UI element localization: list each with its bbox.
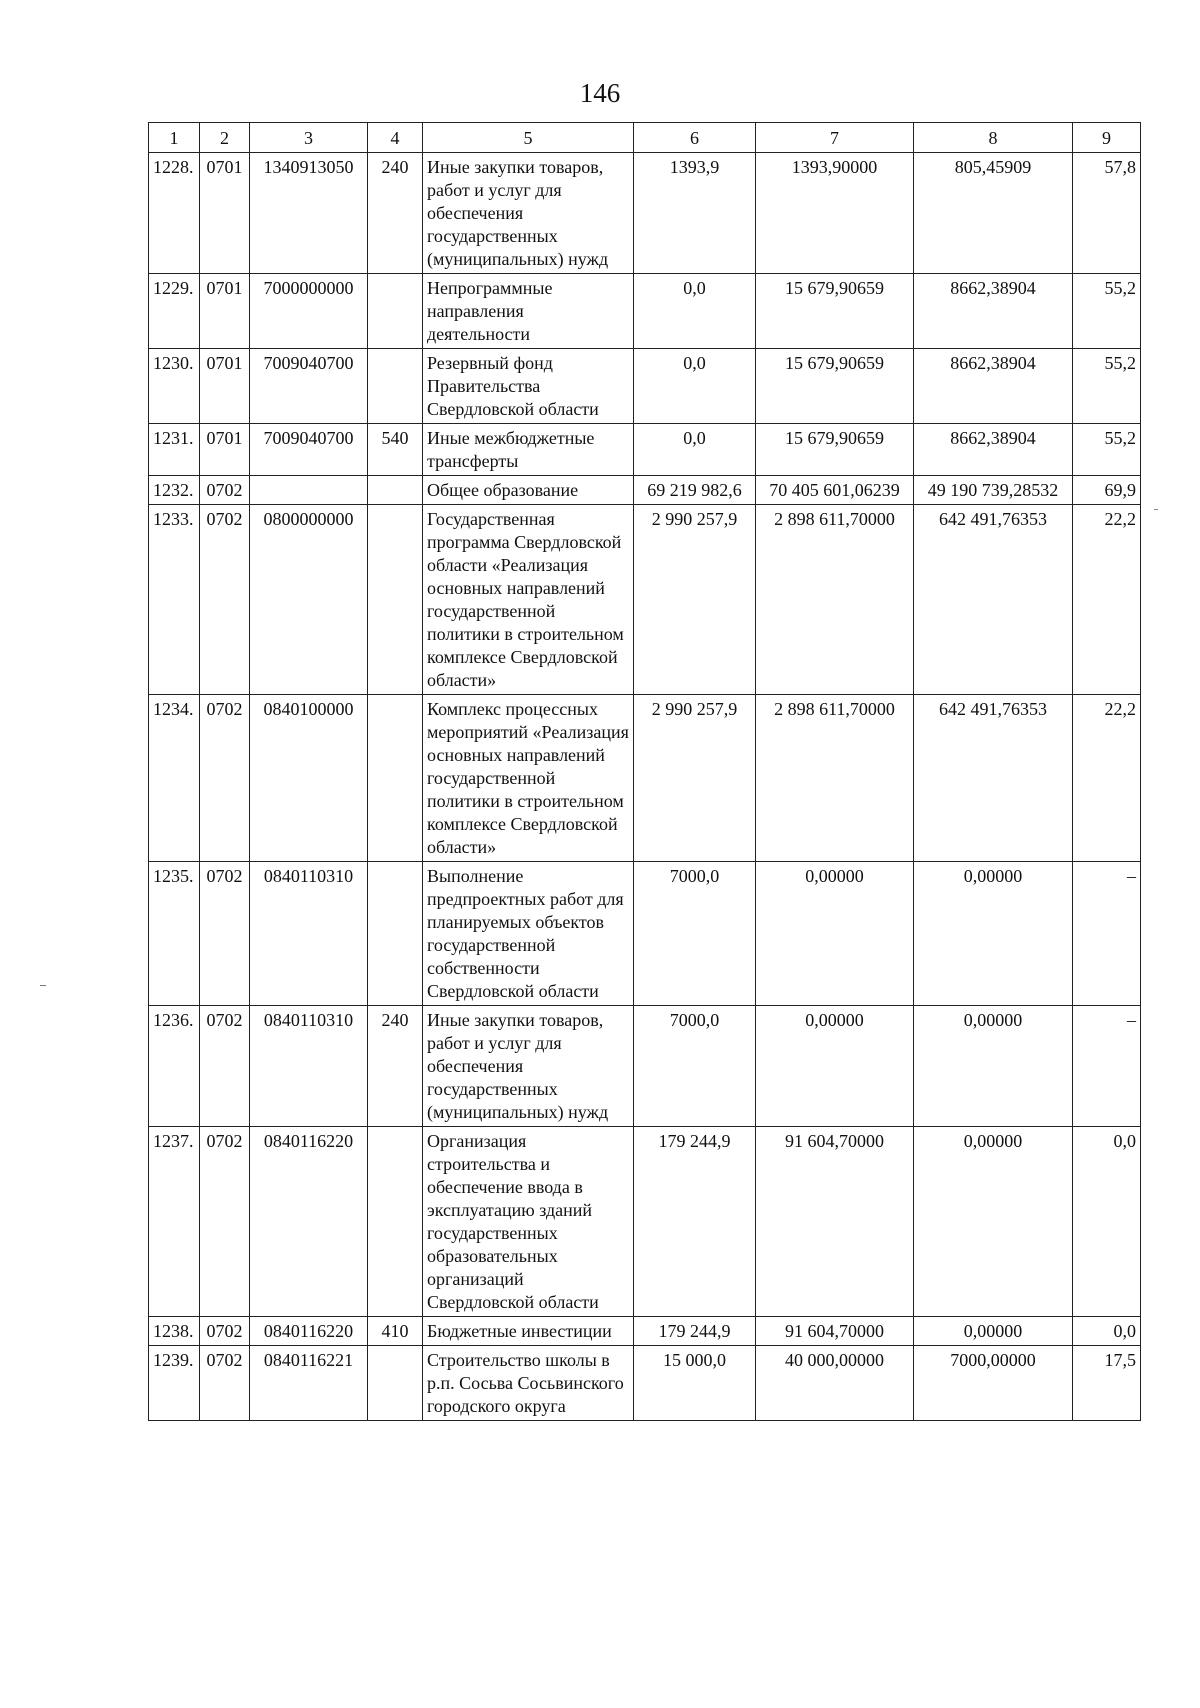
- table-row: [149, 349, 1141, 424]
- value-col-9: 57,8: [1073, 153, 1141, 274]
- value-col-8: 8662,38904: [914, 349, 1073, 424]
- item-name: Комплекс процессных мероприятий «Реализация основных направлений государственной политики в строительном комплексе Свердловской области»: [423, 695, 634, 862]
- section-code: 0702: [200, 1317, 250, 1346]
- value-col-6: 0,0: [634, 274, 756, 349]
- section-code: 0701: [200, 153, 250, 274]
- target-article-code: 1340913050: [250, 153, 368, 274]
- table-row: [149, 1346, 1141, 1421]
- value-col-9: 0,0: [1073, 1127, 1141, 1317]
- item-name: Бюджетные инвестиции: [423, 1317, 634, 1346]
- table-row: [149, 1127, 1141, 1317]
- value-col-9: 55,2: [1073, 424, 1141, 476]
- target-article-code: 0840116220: [250, 1317, 368, 1346]
- value-col-9: –: [1073, 1006, 1141, 1127]
- value-col-9: 17,5: [1073, 1346, 1141, 1421]
- row-number: 1231.: [149, 424, 200, 476]
- value-col-6: 7000,0: [634, 1006, 756, 1127]
- expense-type-code: [368, 1346, 423, 1421]
- column-header: 1: [149, 123, 200, 153]
- column-header: 3: [250, 123, 368, 153]
- column-header: 4: [368, 123, 423, 153]
- value-col-7: 2 898 611,70000: [756, 505, 914, 695]
- table-row: [149, 274, 1141, 349]
- value-col-9: 22,2: [1073, 695, 1141, 862]
- header-row: [149, 123, 1141, 153]
- value-col-6: 0,0: [634, 349, 756, 424]
- column-header: 8: [914, 123, 1073, 153]
- table-row: [149, 476, 1141, 505]
- target-article-code: 0840116220: [250, 1127, 368, 1317]
- value-col-7: 15 679,90659: [756, 349, 914, 424]
- value-col-8: 8662,38904: [914, 424, 1073, 476]
- value-col-8: 0,00000: [914, 1006, 1073, 1127]
- target-article-code: 7009040700: [250, 349, 368, 424]
- table-body: [149, 153, 1141, 1421]
- value-col-6: 15 000,0: [634, 1346, 756, 1421]
- row-number: 1230.: [149, 349, 200, 424]
- value-col-9: 55,2: [1073, 349, 1141, 424]
- value-col-6: 179 244,9: [634, 1317, 756, 1346]
- section-code: 0701: [200, 424, 250, 476]
- target-article-code: 0840110310: [250, 862, 368, 1006]
- value-col-6: 2 990 257,9: [634, 695, 756, 862]
- column-header: 9: [1073, 123, 1141, 153]
- value-col-7: 91 604,70000: [756, 1317, 914, 1346]
- value-col-7: 0,00000: [756, 862, 914, 1006]
- table-row: [149, 695, 1141, 862]
- value-col-7: 0,00000: [756, 1006, 914, 1127]
- value-col-8: 49 190 739,28532: [914, 476, 1073, 505]
- value-col-9: 69,9: [1073, 476, 1141, 505]
- row-number: 1237.: [149, 1127, 200, 1317]
- item-name: Государственная программа Свердловской области «Реализация основных направлений государственной политики в строительном комплексе Свердловской области»: [423, 505, 634, 695]
- value-col-7: 15 679,90659: [756, 424, 914, 476]
- value-col-8: 0,00000: [914, 1127, 1073, 1317]
- row-number: 1238.: [149, 1317, 200, 1346]
- table-row: [149, 1317, 1141, 1346]
- scan-mark: [40, 985, 46, 986]
- value-col-7: 70 405 601,06239: [756, 476, 914, 505]
- value-col-6: 179 244,9: [634, 1127, 756, 1317]
- value-col-9: 55,2: [1073, 274, 1141, 349]
- expense-type-code: 240: [368, 153, 423, 274]
- row-number: 1229.: [149, 274, 200, 349]
- item-name: Выполнение предпроектных работ для планируемых объектов государственной собственности Свердловской области: [423, 862, 634, 1006]
- section-code: 0702: [200, 505, 250, 695]
- column-header: 6: [634, 123, 756, 153]
- value-col-9: 0,0: [1073, 1317, 1141, 1346]
- value-col-6: 7000,0: [634, 862, 756, 1006]
- scan-mark: [1154, 509, 1158, 510]
- item-name: Резервный фонд Правительства Свердловской области: [423, 349, 634, 424]
- item-name: Иные закупки товаров, работ и услуг для обеспечения государственных (муниципальных) нужд: [423, 153, 634, 274]
- item-name: Иные межбюджетные трансферты: [423, 424, 634, 476]
- value-col-8: 7000,00000: [914, 1346, 1073, 1421]
- column-header: 5: [423, 123, 634, 153]
- item-name: Организация строительства и обеспечение ввода в эксплуатацию зданий государственных образовательных организаций Свердловской области: [423, 1127, 634, 1317]
- value-col-6: 1393,9: [634, 153, 756, 274]
- value-col-7: 15 679,90659: [756, 274, 914, 349]
- target-article-code: 7009040700: [250, 424, 368, 476]
- section-code: 0702: [200, 695, 250, 862]
- value-col-6: 0,0: [634, 424, 756, 476]
- value-col-7: 1393,90000: [756, 153, 914, 274]
- value-col-8: 0,00000: [914, 862, 1073, 1006]
- row-number: 1228.: [149, 153, 200, 274]
- target-article-code: 0840116221: [250, 1346, 368, 1421]
- value-col-6: 69 219 982,6: [634, 476, 756, 505]
- table-row: [149, 505, 1141, 695]
- budget-table: [148, 122, 1141, 1421]
- column-header: 2: [200, 123, 250, 153]
- expense-type-code: [368, 695, 423, 862]
- target-article-code: 0840100000: [250, 695, 368, 862]
- row-number: 1233.: [149, 505, 200, 695]
- table-row: [149, 153, 1141, 274]
- section-code: 0701: [200, 274, 250, 349]
- row-number: 1234.: [149, 695, 200, 862]
- value-col-9: –: [1073, 862, 1141, 1006]
- expense-type-code: [368, 274, 423, 349]
- section-code: 0702: [200, 1127, 250, 1317]
- section-code: 0701: [200, 349, 250, 424]
- value-col-7: 2 898 611,70000: [756, 695, 914, 862]
- column-header: 7: [756, 123, 914, 153]
- target-article-code: [250, 476, 368, 505]
- expense-type-code: [368, 476, 423, 505]
- expense-type-code: [368, 505, 423, 695]
- section-code: 0702: [200, 1006, 250, 1127]
- table-row: [149, 1006, 1141, 1127]
- table-row: [149, 424, 1141, 476]
- value-col-8: 805,45909: [914, 153, 1073, 274]
- value-col-7: 91 604,70000: [756, 1127, 914, 1317]
- expense-type-code: [368, 349, 423, 424]
- target-article-code: 0800000000: [250, 505, 368, 695]
- item-name: Непрограммные направления деятельности: [423, 274, 634, 349]
- value-col-7: 40 000,00000: [756, 1346, 914, 1421]
- value-col-8: 8662,38904: [914, 274, 1073, 349]
- section-code: 0702: [200, 476, 250, 505]
- value-col-8: 642 491,76353: [914, 505, 1073, 695]
- value-col-9: 22,2: [1073, 505, 1141, 695]
- section-code: 0702: [200, 1346, 250, 1421]
- item-name: Иные закупки товаров, работ и услуг для обеспечения государственных (муниципальных) нужд: [423, 1006, 634, 1127]
- page-number: 146: [579, 78, 621, 108]
- row-number: 1232.: [149, 476, 200, 505]
- value-col-8: 642 491,76353: [914, 695, 1073, 862]
- value-col-6: 2 990 257,9: [634, 505, 756, 695]
- row-number: 1236.: [149, 1006, 200, 1127]
- expense-type-code: 240: [368, 1006, 423, 1127]
- expense-type-code: 410: [368, 1317, 423, 1346]
- row-number: 1235.: [149, 862, 200, 1006]
- row-number: 1239.: [149, 1346, 200, 1421]
- item-name: Общее образование: [423, 476, 634, 505]
- target-article-code: 0840110310: [250, 1006, 368, 1127]
- table-row: [149, 862, 1141, 1006]
- table-header: [149, 123, 1141, 153]
- expense-type-code: [368, 1127, 423, 1317]
- expense-type-code: 540: [368, 424, 423, 476]
- expense-type-code: [368, 862, 423, 1006]
- section-code: 0702: [200, 862, 250, 1006]
- target-article-code: 7000000000: [250, 274, 368, 349]
- value-col-8: 0,00000: [914, 1317, 1073, 1346]
- item-name: Строительство школы в р.п. Сосьва Сосьвинского городского округа: [423, 1346, 634, 1421]
